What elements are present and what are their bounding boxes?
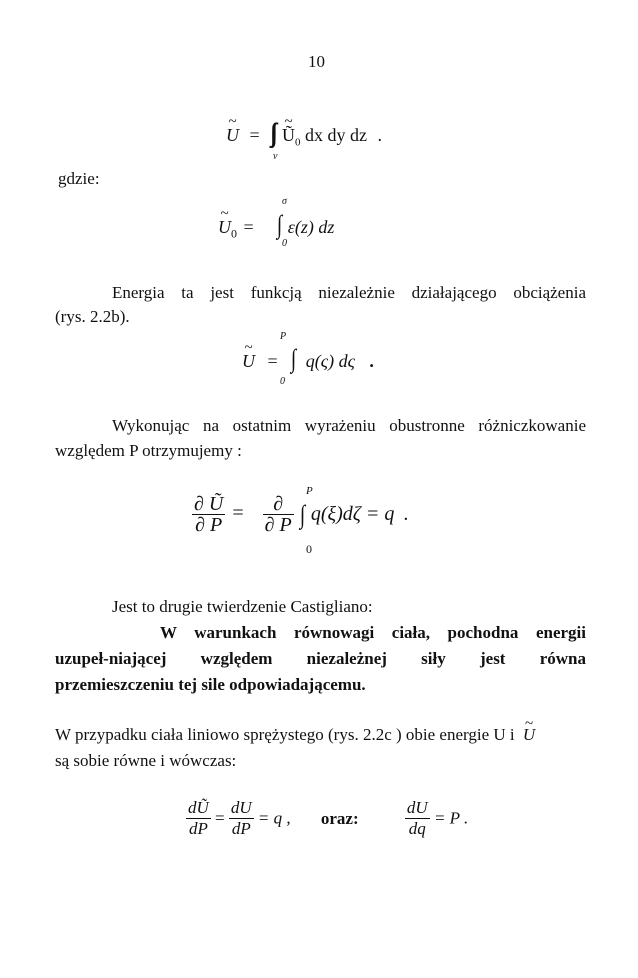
- symbol-u-tilde: ~ U: [226, 125, 239, 146]
- result-p: = P .: [433, 808, 469, 828]
- result-q: = q ,: [257, 808, 291, 828]
- paragraph-linear-elastic-text: W przypadku ciała liniowo sprężystego (rys. 2.2c ) obie energie U i: [55, 725, 515, 744]
- integrand: q(ξ)dζ = q: [310, 503, 395, 525]
- integral-upper-limit: P: [280, 331, 287, 342]
- theorem-line-1: W warunkach równowagi ciała, pochodna energii: [160, 623, 586, 642]
- where-label: gdzie:: [58, 169, 100, 188]
- integrand: ε(z) dz: [287, 217, 335, 237]
- theorem-line-2: uzupeł-niającej względem niezależnej siły jest równa: [55, 649, 586, 668]
- connector-oraz: oraz:: [320, 808, 359, 828]
- denominator: dP: [188, 819, 208, 838]
- paragraph-differentiation-cont: względem P otrzymujemy :: [55, 441, 242, 460]
- integral-lower-limit-v: v: [273, 151, 278, 162]
- equation-linear-elastic-relations: $\frac{dŨ}{dP}$ = $\frac{dU}{dP}$ = q , oraz: $\frac{dU}{dq}$ = P .: [188, 798, 469, 838]
- paragraph-energy-function-cont: (rys. 2.2b).: [55, 307, 130, 326]
- numerator: ∂ Ũ: [194, 493, 224, 515]
- integral-lower-limit: 0: [282, 238, 287, 249]
- period: .: [377, 125, 383, 145]
- fraction-d-dP: [263, 494, 294, 535]
- denominator: dP: [231, 819, 251, 838]
- subscript-0: 0: [295, 136, 301, 149]
- integral-lower-limit: 0: [280, 376, 285, 387]
- subscript-0: 0: [231, 226, 237, 241]
- differentials: dx dy dz: [305, 125, 368, 145]
- paragraph-linear-elastic: [55, 724, 535, 746]
- theorem-line-3: przemieszczeniu tej sile odpowiadającemu.: [55, 675, 366, 694]
- equation-complementary-energy-volume: [226, 118, 382, 149]
- fraction-dU-dP: [192, 494, 225, 535]
- triple-integral-sign: ∫∫∫: [270, 118, 274, 147]
- integral-sign: ∫: [291, 344, 297, 373]
- integral-upper-limit: σ: [282, 196, 287, 207]
- numerator: dU: [406, 798, 428, 817]
- symbol-u-tilde: ~ U: [242, 351, 255, 372]
- numerator: dU: [230, 798, 252, 817]
- denominator: ∂ P: [264, 514, 292, 536]
- period: .: [369, 351, 374, 371]
- symbol-u-tilde: ~ U: [523, 724, 535, 746]
- symbol-u-tilde: ~ U: [218, 217, 231, 238]
- period: .: [403, 503, 409, 525]
- paragraph-energy-function: Energia ta jest funkcją niezależnie działającego obciążenia: [112, 283, 586, 302]
- numerator: ∂: [263, 494, 294, 515]
- equals-sign: =: [267, 351, 278, 371]
- equation-castigliano-derivative: [192, 494, 408, 535]
- integrand-u0: ~ Ũ: [282, 125, 295, 146]
- numerator: dŨ: [188, 798, 209, 817]
- paragraph-differentiation: Wykonując na ostatnim wyrażeniu obustronne różniczkowanie: [112, 416, 586, 435]
- equals-sign: =: [249, 125, 260, 145]
- integral-sign: ∫: [299, 499, 305, 529]
- integral-sign: ∫: [277, 210, 283, 239]
- page-number: 10: [308, 52, 325, 71]
- equals-sign: =: [243, 217, 254, 237]
- equation-complementary-energy-load: [242, 344, 374, 374]
- denominator: dq: [408, 819, 426, 838]
- denominator: ∂ P: [195, 514, 223, 536]
- equals-sign: =: [232, 502, 244, 525]
- equation-u0-density: [218, 210, 334, 242]
- fraction-dU-dq: [405, 798, 430, 839]
- paragraph-linear-elastic-cont: są sobie równe i wówczas:: [55, 751, 237, 770]
- paragraph-castigliano-intro: Jest to drugie twierdzenie Castigliano:: [112, 597, 373, 616]
- integral-lower-limit: 0: [306, 542, 312, 556]
- fraction-dUtilde-dP: [186, 798, 211, 839]
- integral-upper-limit: P: [306, 485, 313, 497]
- fraction-dU-dP: [229, 798, 254, 839]
- integrand: q(ς) dς: [305, 351, 355, 371]
